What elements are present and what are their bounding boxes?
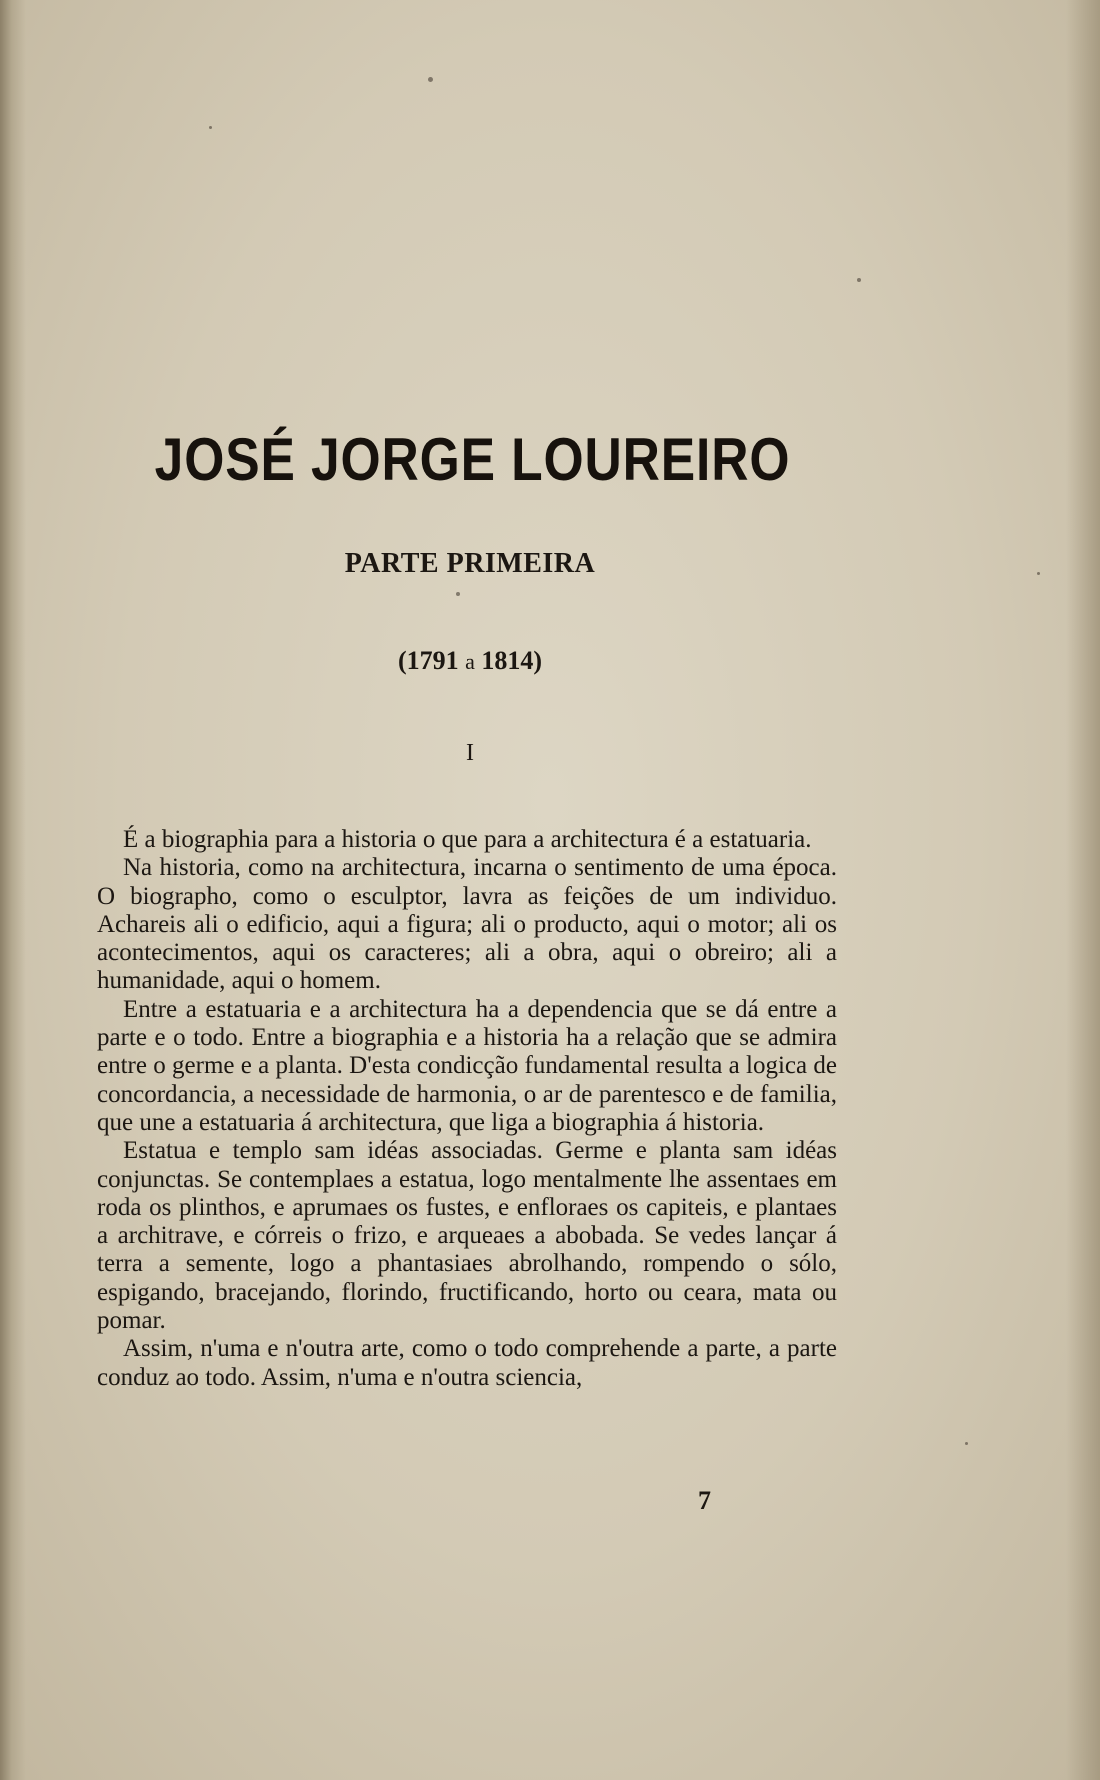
date-range [0,646,940,676]
chapter-title: JOSÉ JORGE LOUREIRO [154,426,791,493]
paper-speck [857,278,861,282]
section-number: I [466,740,474,766]
paper-speck [1037,572,1040,575]
page-left-edge [0,0,26,1780]
page-number: 7 [698,1486,711,1515]
paper-speck [209,126,212,129]
paper-speck [456,592,460,596]
paragraph: Estatua e templo sam idéas associadas. Germe e planta sam idéas conjunctas. Se contemplaes a estatua, logo mentalmente lhe assentaes em roda os plinthos, e aprumaes os fustes, e enfloraes os capiteis, e plantaes a architrave, e córreis o frizo, e arqueaes a abobada. Se vedes lançar á terra a semente, logo a phantasiaes abrolhando, rompendo o sólo, espigando, bracejando, florindo, fructificando, horto ou ceara, mata ou pomar. [97,1137,837,1335]
date-separator: a [465,649,475,674]
paper-speck [428,77,433,82]
paragraph: Assim, n'uma e n'outra arte, como o todo comprehende a parte, a parte conduz ao todo. Assim, n'uma e n'outra sciencia, [97,1335,837,1391]
paragraph: Entre a estatuaria e a architectura ha a dependencia que se dá entre a parte e o todo. Entre a biographia e a historia ha a relação que se admira entre o germe e a planta. D'esta condicção fundamental resulta a logica de concordancia, a necessidade de harmonia, o ar de parentesco e de familia, que une a estatuaria á architectura, que liga a biographia á historia. [97,995,837,1136]
part-heading: PARTE PRIMEIRA [344,548,596,579]
paper-speck [965,1442,968,1445]
paragraph: É a biographia para a historia o que para a architectura é a estatuaria. [123,826,812,853]
paragraph: Na historia, como na architectura, incarna o sentimento de uma época. O biographo, como o esculptor, lavra as feições de um individuo. Achareis ali o edificio, aqui a figura; ali o producto, aqui o motor; ali os acontecimentos, aqui os caracteres; ali a obra, aqui o obreiro; ali a humanidade, aqui o homem. [97,854,837,995]
body-text [97,826,837,1392]
page-right-edge [1066,0,1100,1780]
date-end: 1814) [481,646,543,675]
date-start: (1791 [397,646,459,675]
